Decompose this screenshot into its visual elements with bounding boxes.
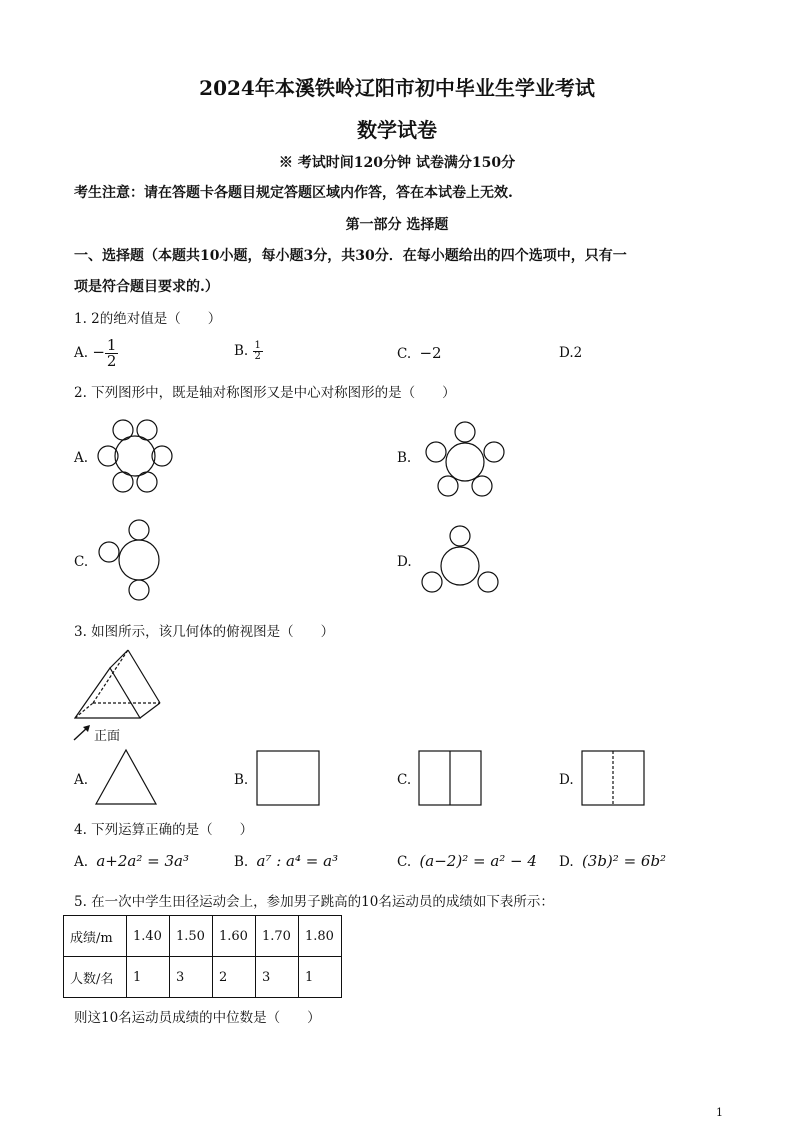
q3-stem: 3. 如图所示，该几何体的俯视图是（ ） xyxy=(74,624,335,640)
q3-a-label: A. xyxy=(74,772,89,788)
table-cell: 1.80 xyxy=(299,916,342,957)
q4-b-expression: a⁷ : a⁴ = a³ xyxy=(256,852,339,870)
table-row xyxy=(64,957,342,998)
q3-b-rectangle xyxy=(256,750,320,806)
q1-b-denominator: 2 xyxy=(254,351,261,362)
table-cell: 1.70 xyxy=(256,916,299,957)
q4-option-c xyxy=(397,852,537,870)
q5-stem: 5. 在一次中学生田径运动会上，参加男子跳高的10名运动员的成绩如下表所示： xyxy=(74,894,554,910)
q1-b-fraction xyxy=(253,341,263,362)
q4-a-expression: a+2a² = 3a³ xyxy=(96,852,189,870)
q1-d-label: D. xyxy=(559,345,574,361)
q1-option-b xyxy=(234,341,263,362)
q2-d-figure xyxy=(420,524,510,604)
q1-a-numerator: 1 xyxy=(106,336,117,354)
q1-a-denominator: 2 xyxy=(106,352,117,370)
q1-option-d xyxy=(559,345,582,361)
q4-option-d xyxy=(559,852,666,870)
q2-d-label: D. xyxy=(397,554,412,570)
exam-subtitle: 数学试卷 xyxy=(357,118,437,142)
q3-d-label: D. xyxy=(559,772,574,788)
q2-b-label: B. xyxy=(397,450,412,466)
q4-stem: 4. 下列运算正确的是（ ） xyxy=(74,822,254,838)
q3-a-triangle xyxy=(94,748,158,806)
q1-d-value: 2 xyxy=(573,345,583,361)
arrow-icon xyxy=(72,724,92,742)
q1-stem: 1. 2的绝对值是（ ） xyxy=(74,311,222,327)
exam-info: ※ 考试时间120分钟 试卷满分150分 xyxy=(278,155,516,171)
q1-b-label: B. xyxy=(234,343,249,359)
q1-b-numerator: 1 xyxy=(254,340,261,351)
q2-c-figure xyxy=(95,518,185,608)
q4-c-label: C. xyxy=(397,854,412,870)
q1-a-fraction xyxy=(105,338,119,369)
q3-d-rectangle-dashed-line xyxy=(581,750,645,806)
section-instructions-line2: 项是符合题目要求的.） xyxy=(74,279,219,295)
page-number: 1 xyxy=(716,1106,723,1119)
table-cell: 1 xyxy=(127,957,170,998)
q2-a-figure xyxy=(90,418,180,498)
q3-b-label: B. xyxy=(234,772,249,788)
notice: 考生注意：请在答题卡各题目规定答题区域内作答，答在本试卷上无效. xyxy=(74,185,513,201)
table-cell: 1 xyxy=(299,957,342,998)
table-cell: 1.50 xyxy=(170,916,213,957)
q1-option-c xyxy=(397,344,442,362)
q4-d-label: D. xyxy=(559,854,574,870)
q3-c-rectangle-solid-line xyxy=(418,750,482,806)
part-heading: 第一部分 选择题 xyxy=(345,217,449,233)
q1-a-label: A. xyxy=(74,345,89,361)
front-view-label: 正面 xyxy=(94,729,121,744)
table-row xyxy=(64,916,342,957)
q4-b-label: B. xyxy=(234,854,249,870)
q5-question: 则这10名运动员成绩的中位数是（ ） xyxy=(74,1010,321,1026)
table-cell: 2 xyxy=(213,957,256,998)
table-cell: 1.40 xyxy=(127,916,170,957)
table-cell: 3 xyxy=(170,957,213,998)
q1-c-label: C. xyxy=(397,346,412,362)
q3-prism-figure xyxy=(70,648,170,723)
table-cell: 1.60 xyxy=(213,916,256,957)
table-cell: 人数/名 xyxy=(64,957,127,998)
q2-a-label: A. xyxy=(74,450,89,466)
table-cell: 3 xyxy=(256,957,299,998)
q4-option-a xyxy=(74,852,189,870)
q4-a-label: A. xyxy=(74,854,89,870)
exam-title: 2024年本溪铁岭辽阳市初中毕业生学业考试 xyxy=(199,76,595,100)
q1-c-value: −2 xyxy=(419,344,442,362)
score-table xyxy=(63,915,342,998)
q4-option-b xyxy=(234,852,338,870)
q2-stem: 2. 下列图形中，既是轴对称图形又是中心对称图形的是（ ） xyxy=(74,385,456,401)
q4-d-expression: (3b)² = 6b² xyxy=(581,852,667,870)
q1-option-a xyxy=(74,338,118,369)
q4-c-expression: (a−2)² = a² − 4 xyxy=(419,852,537,870)
q2-b-figure xyxy=(420,420,510,500)
table-cell: 成绩/m xyxy=(64,916,127,957)
q2-c-label: C. xyxy=(74,554,89,570)
q1-a-sign: − xyxy=(92,343,105,361)
section-instructions-line1: 一、选择题（本题共10小题，每小题3分，共30分．在每小题给出的四个选项中，只有一 xyxy=(74,248,627,264)
q3-c-label: C. xyxy=(397,772,412,788)
